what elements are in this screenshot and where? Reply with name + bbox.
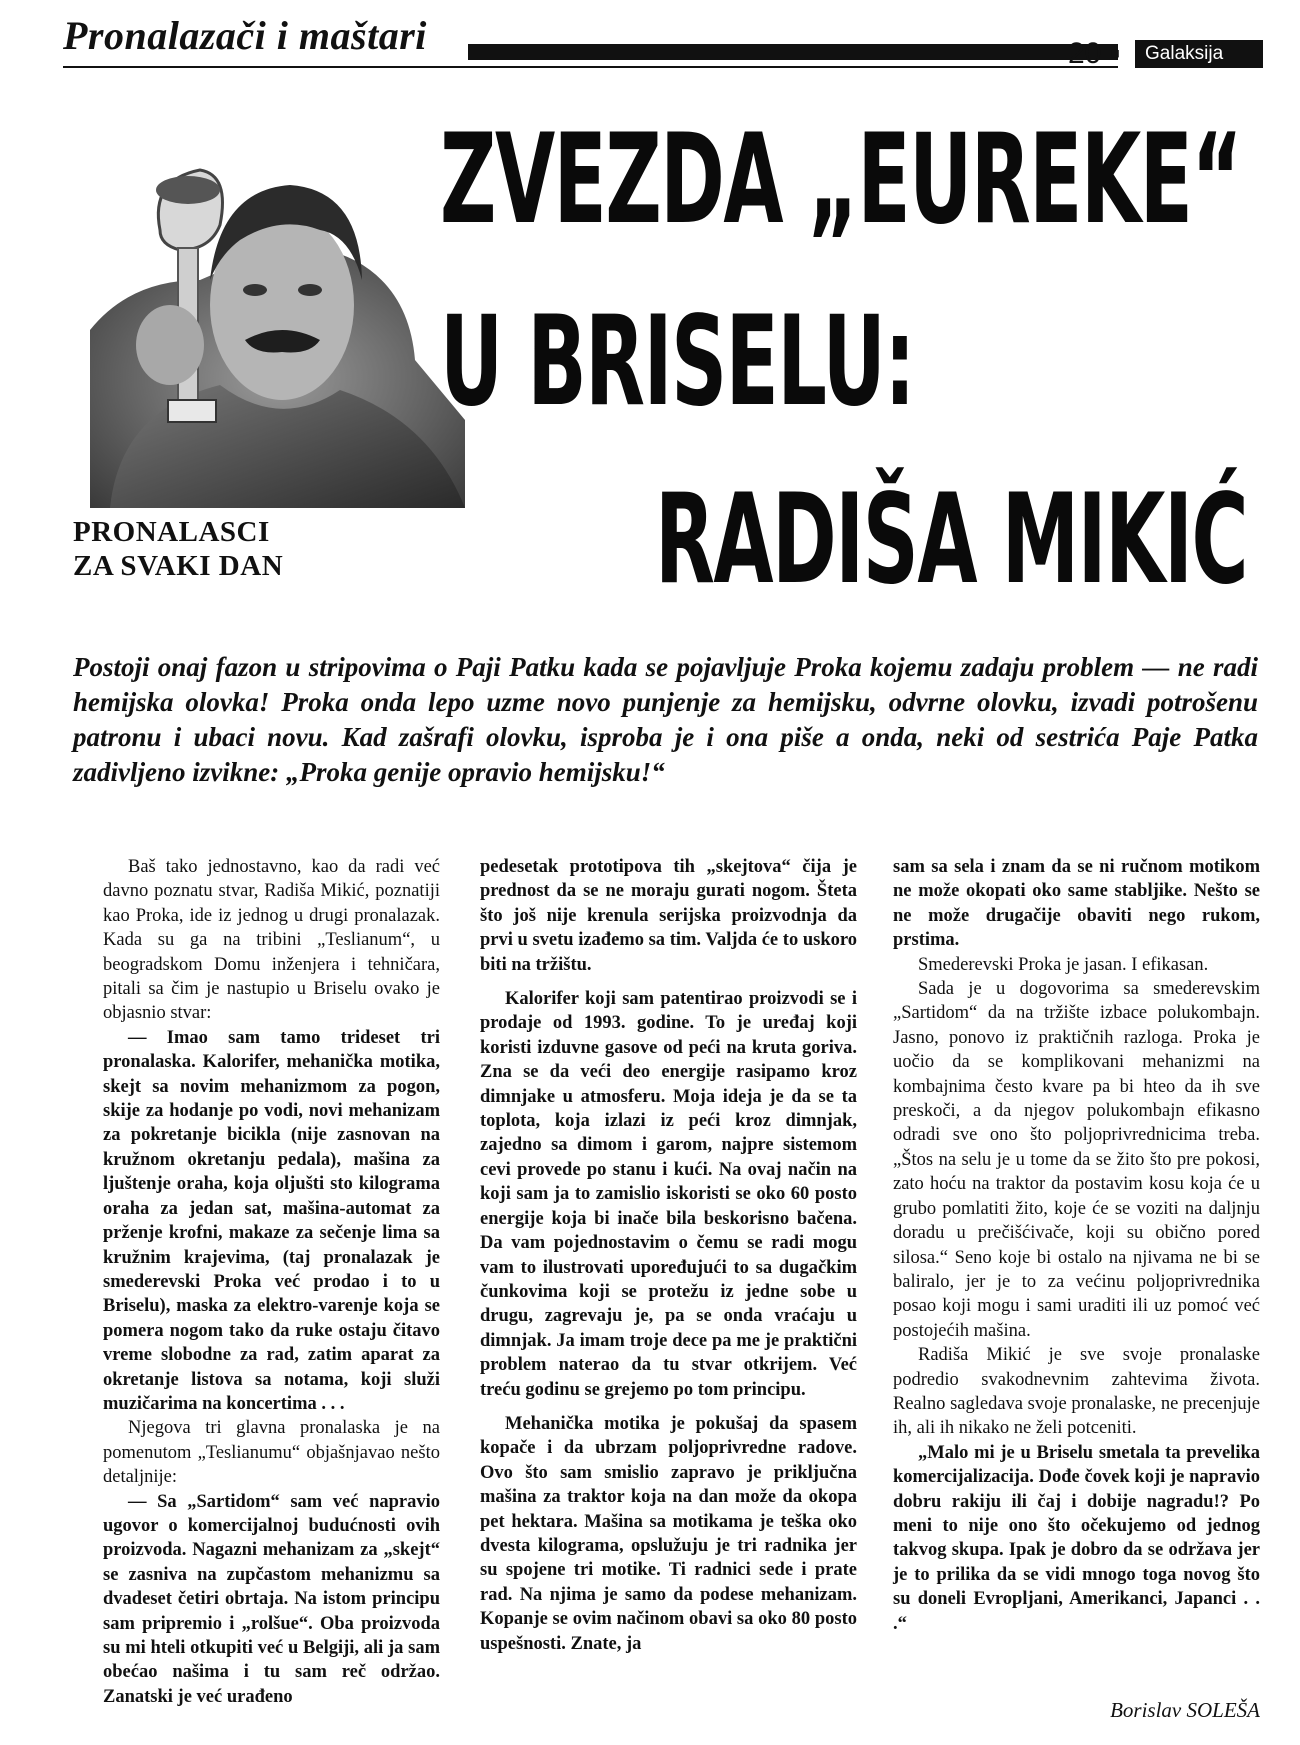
paragraph: — Imao sam tamo trideset tri pronalaska. Kalorifer, mehanička motika, skejt sa novim mehanizmom za pogon, skije za hodanje po vodi, novi mehanizam za pokretanje bicikla (nije zasnovan na kružnom okretanju pedala), mašina za ljuštenje oraha, koja oljušti sto kilograma oraha za jedan sat, mašina-automat za prženje krofni, makaze za sečenje lima sa kružnim krajevima, (taj pronalazak je smederevski Proka već prodao i to u Briselu), maska za elektro-varenje koja se pomera nogom tako da ruke ostaju čitavo vreme slobodne za rad, zatim aparat za okretanje listova sa notama, koji služi muzičarima na koncertima . . .	[103, 1027, 440, 1414]
lead-paragraph: Postoji onaj fazon u stripovima o Paji Patku kada se pojavljuje Proka kojemu zadaju problem — ne radi hemijska olovka! Proka onda lepo uzme novo punjenje za hemijsku, odvrne olovku, izvadi potrošenu patronu i ubaci novu. Kad zašrafi olovku, isproba je i ona piše a onda, neki od sestrića Paje Patka zadivljeno izvikne: „Proka genije opravio hemijsku!“	[73, 652, 1258, 787]
magazine-name: Galaksija	[1135, 40, 1263, 68]
paragraph: Njegova tri glavna pronalaska je na pomenutom „Teslianumu“ objašnjavao nešto detaljnije:	[103, 1418, 440, 1488]
portrait-photo-icon	[70, 130, 465, 508]
byline: Borislav SOLEŠA	[1110, 1698, 1260, 1722]
paragraph: pedesetak prototipova tih „skejtova“ čija je prednost da se ne moraju gurati nogom. Šteta što još nije krenula serijska proizvodnja da prvi u svetu izađemo sa tim. Valjda će to uskoro biti na tržištu.	[480, 857, 857, 975]
kicker-line-2: ZA SVAKI DAN	[73, 550, 284, 582]
paragraph: Kalorifer koji sam patentirao proizvodi se i prodaje od 1993. godine. To je uređaj koji koristi izduvne gasove od peći na kruta goriva. Zna se da veći deo energije rasipamo kroz dimnjake u atmosferu. Moja ideja je da se ta toplota, koja izlazi iz peći kroz dimnjak, zajedno sa dimom i garom, najpre sistemom cevi provede po stanu i kući. Na ovaj način na koji sam ja to zamislio iskoristi se oko 60 posto energije koja bi inače bila beskorisno bačena. Da vam pojednostavim o čemu se radi mogu vam to ilustrovati upoređujući to sa dugačkim čunkovima koji se protežu iz jedne sobe u drugu, zagrevaju je, pa se onda vraćaju u dimnjak. Ja imam troje dece pa me je praktični problem naterao da tu stvar otkrijem. Već treću godinu se grejemo po tom principu.	[480, 989, 857, 1400]
headline-line-1: ZVEZDA „EUREKE“	[440, 108, 1242, 252]
paragraph: Smederevski Proka je jasan. I efikasan.	[918, 954, 1209, 975]
paragraph: Sada je u dogovorima sa smederevskim „Sartidom“ da na tržište izbace polukombajn. Jasno, ponovo iz praktičnih razloga. Proka je uočio da se komplikovani mehanizmi na kombajnima često kvare pa bi hteo da ih sve preskoči, a da njegov polukombajn efikasno odradi sve ono što poljoprivrednicima treba. „Štos na selu je u tome da se žito što pre pokosi, zato hoću na traktor da postavim kosu koja će u grubo pomlatiti žito, koje će se voziti na daljnju doradu u prečišćivače, koji su obično pored silosa.“ Seno koje bi ostalo na njivama ne bi se baliralo, jer je to za većinu poljoprivrednika posao koji mogu i sami uraditi ili uz pomoć već postojećih mašina.	[893, 979, 1260, 1341]
paragraph: — Sa „Sartidom“ sam već napravio ugovor o komercijalnoj budućnosti ovih proizvoda. Nagazni mehanizam za „skejt“ se zasniva na zupčastom mehanizmu sa dvadeset četiri obrtaja. Na istom principu sam pripremio i „rolšue“. Oba proizvoda su mi hteli otkupiti već u Belgiji, ali ja sam obećao našima i tu sam reč održao. Zanatski je već urađeno	[103, 1491, 440, 1707]
header-rule-thin	[63, 66, 1118, 68]
column-3	[893, 855, 1260, 1636]
paragraph: Baš tako jednostavno, kao da radi već davno poznatu stvar, Radiša Mikić, poznatiji kao Proka, ide iz jednog u drugi pronalazak. Kada su ga na tribini „Teslianum“, u beogradskom Domu inženjera i tehničara, pitali sa čim je nastupio u Briselu ovako je objasnio stvar:	[103, 857, 440, 1024]
column-1	[103, 855, 440, 1709]
paragraph: „Malo mi je u Briselu smetala ta prevelika komercijalizacija. Dođe čovek koji je napravio dobru rakiju ili čaj i dobije nagradu!? Po meni to nije ono što očekujemo od jednog takvog skupa. Ipak je dobro da se održava jer je to prilika da se vidi mnogo toga novog što su doneli Evropljani, Amerikanci, Japanci . . .“	[893, 1442, 1260, 1634]
section-title: Pronalazači i maštari	[63, 13, 427, 58]
page-header	[63, 10, 1263, 70]
portrait-photo	[70, 130, 465, 508]
paragraph: Mehanička motika je pokušaj da spasem kopače i da ubrzam poljoprivredne radove. Ovo što sam smislio zapravo je priključna mašina za traktor koja na dan može da okopa pet hektara. Mašina sa motikama je teška oko dvesta kilograma, opslužuju je tri radnika jer su spojene tri motike. Ti radnici sede i prate rad. Na njima je samo da podese mehanizam. Kopanje se ovim načinom obavi sa oko 80 posto uspešnosti. Znate, ja	[480, 1413, 857, 1654]
kicker-line-1: PRONALASCI	[73, 516, 270, 548]
column-2	[480, 855, 857, 1656]
headline-line-3: RADIŠA MIKIĆ	[655, 468, 1248, 612]
paragraph: Radiša Mikić je sve svoje pronalaske podredio svakodnevnim zahtevima života. Realno sagledava svoje pronalaske, ne precenjuje ih, ali ih nikako ne želi potceniti.	[893, 1345, 1260, 1439]
header-rule-thick	[468, 44, 1118, 60]
page-number: 20 ▪	[1068, 37, 1121, 70]
headline-line-2: U BRISELU:	[440, 290, 915, 434]
kicker	[73, 515, 283, 583]
paragraph: sam sa sela i znam da se ni ručnom motikom ne može okopati oko same stabljike. Nešto se ne može drugačije obaviti nego rukom, prstima.	[893, 857, 1260, 951]
